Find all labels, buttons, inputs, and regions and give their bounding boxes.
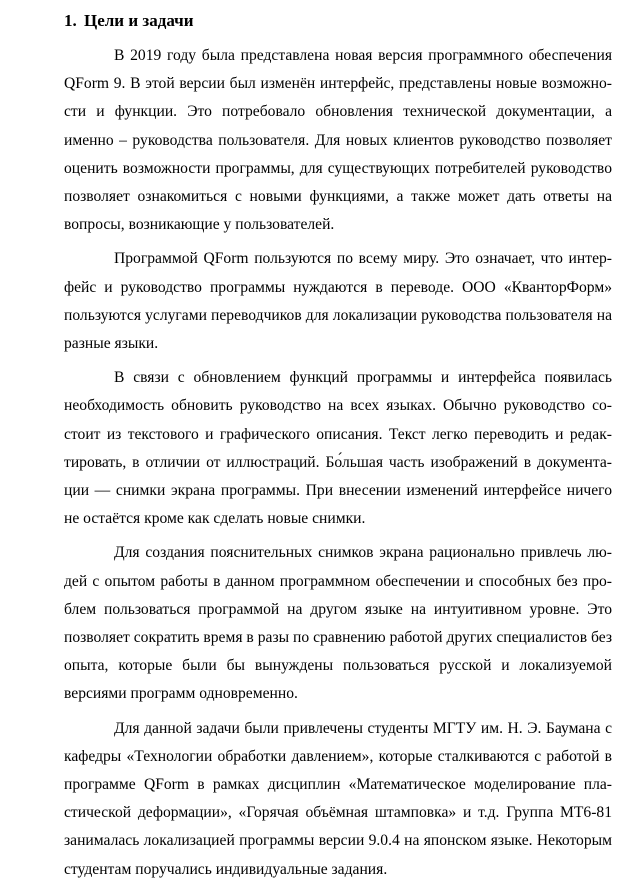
section-heading xyxy=(64,10,612,32)
paragraph-screenshot-experts: Для создания пояснительных снимков экрана рационально привлечь людей с опытом работы в данном программном обеспечении и способных без проблем пользоваться программой на другом языке на интуитивном уровне. Это позволяет сократить время в разы по сравнению работой других специалистов без опыта, которые были бы вынуждены пользоваться русской и локализуемой версиями программ одновременно. xyxy=(64,544,612,703)
section-number: 1. xyxy=(64,11,77,30)
section-title: Цели и задачи xyxy=(84,11,194,30)
paragraph-translation-need: Программой QForm пользуются по всему миру. Это означает, что интерфейс и руководство программы нуждаются в переводе. ООО «КванторФорм» пользуются услугами переводчиков для локализации руководства пользователя на разные языки. xyxy=(64,250,612,353)
paragraph-students-involved: Для данной задачи были привлечены студенты МГТУ им. Н. Э. Баумана с кафедры «Технологии обработки давлением», которые сталкиваются с работой в программе QForm в рамках дисциплин «Математическое моделирование пластической деформации», «Горячая объёмная штамповка» и т.д. Группа МТ6-81 занималась локализацией программы версии 9.0.4 на японском языке. Некоторым студентам поручались индивидуальные задания. xyxy=(64,719,612,878)
paragraph-manual-update: В связи с обновлением функций программы и интерфейса появилась необходимость обновить руководство на всех языках. Обычно руководство состоит из текстового и графического описания. Текст легко переводить и редактировать, в отличии от иллюстраций. Бо́льшая часть изображений в документации — снимки экрана программы. При внесении изменений интерфейсе ничего не остаётся кроме как сделать новые снимки. xyxy=(64,369,612,528)
paragraph-qform-release: В 2019 году была представлена новая версия программного обеспечения QForm 9. В этой версии был изменён интерфейс, представлены новые возможности и функции. Это потребовало обновления технической документации, а именно – руководства пользователя. Для новых клиентов руководство позволяет оценить возможности программы, для существующих потребителей руководство позволяет ознакомиться с новыми функциями, а также может дать ответы на вопросы, возникающие у пользователей. xyxy=(64,47,612,234)
